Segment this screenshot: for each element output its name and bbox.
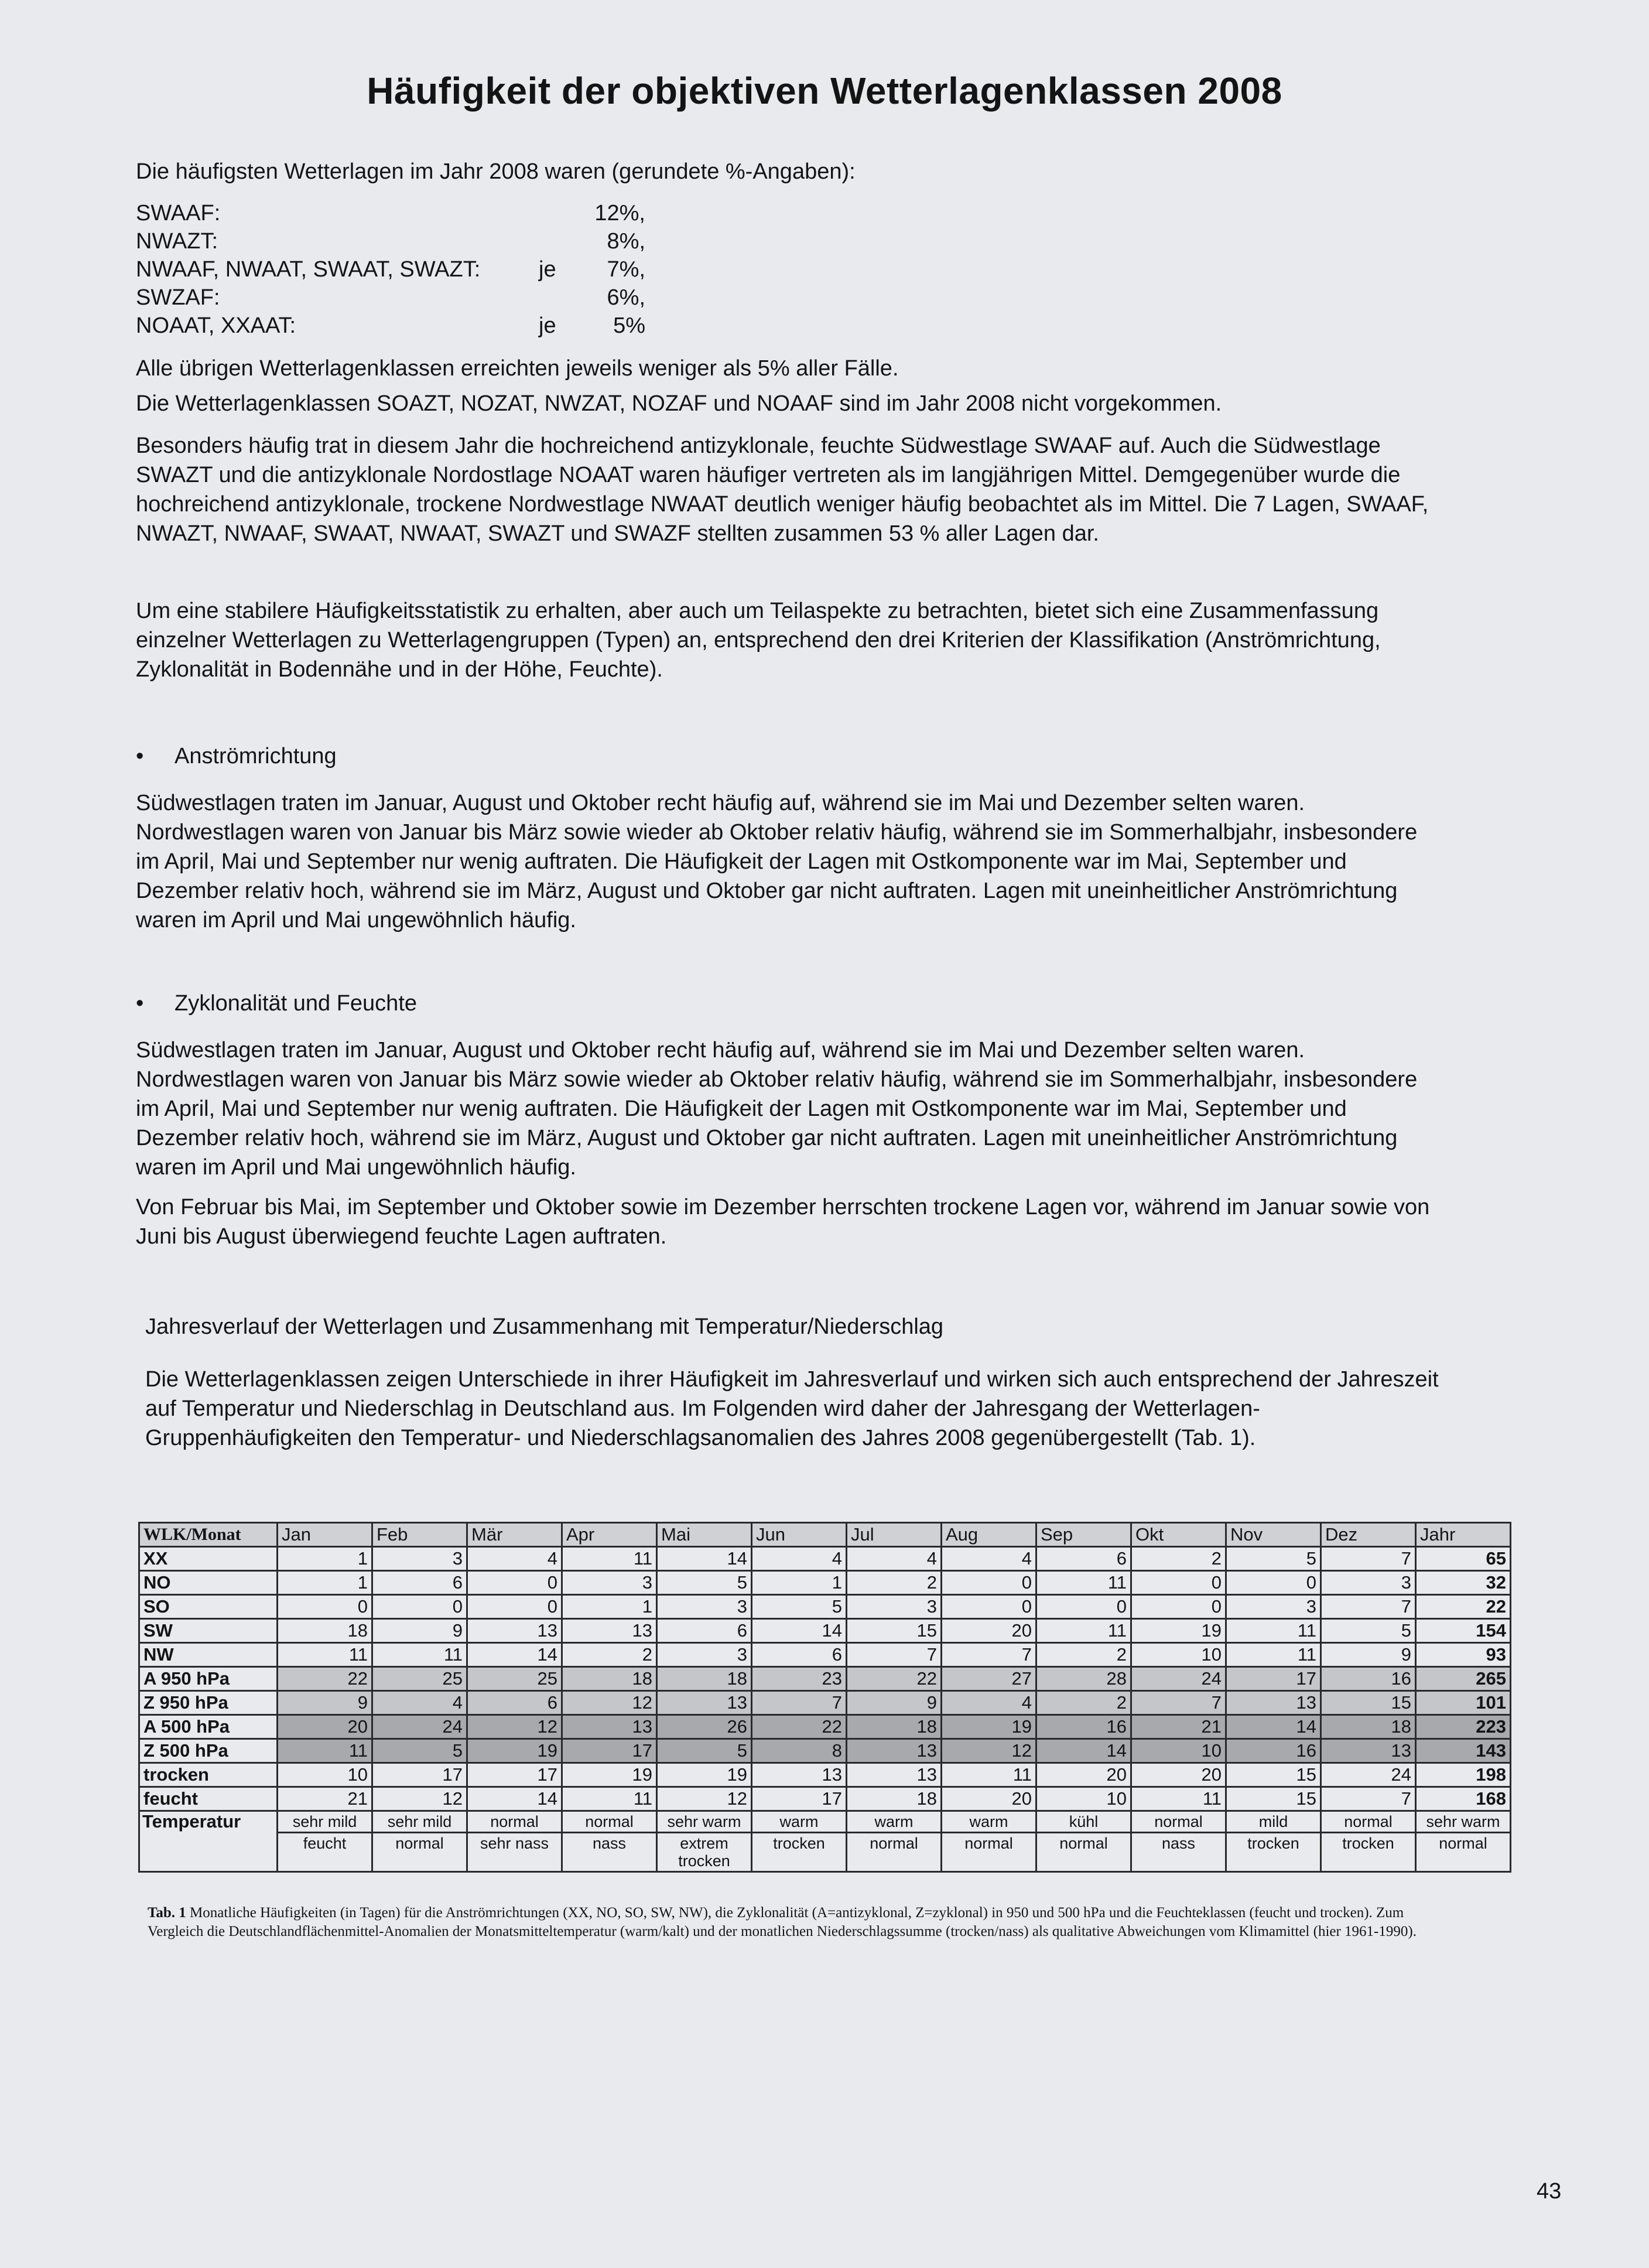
table-cell: 18 xyxy=(847,1715,942,1739)
column-header: Nov xyxy=(1226,1523,1321,1547)
table-cell: 10 xyxy=(1131,1739,1226,1763)
table-cell: 13 xyxy=(562,1715,657,1739)
table-cell: 15 xyxy=(1226,1763,1321,1787)
year-total-cell: 101 xyxy=(1416,1691,1511,1715)
table-cell: 16 xyxy=(1321,1667,1416,1691)
text-line: Die Wetterlagenklassen zeigen Unterschiede in ihrer Häufigkeit im Jahresverlauf und wirken sich auch entsprechend der Jahreszeit xyxy=(145,1367,1439,1392)
table-cell: 13 xyxy=(467,1619,562,1643)
text-line: Südwestlagen traten im Januar, August und Oktober recht häufig auf, während sie im Mai und Dezember selten waren. xyxy=(136,1038,1305,1063)
table-cell: 5 xyxy=(372,1739,467,1763)
table-cell: 3 xyxy=(657,1595,752,1619)
table-cell: 13 xyxy=(1321,1739,1416,1763)
table-cell: 24 xyxy=(1321,1763,1416,1787)
table-cell: 17 xyxy=(467,1763,562,1787)
column-header: Dez xyxy=(1321,1523,1416,1547)
table-row xyxy=(139,1643,1511,1667)
bullet-icon: • xyxy=(136,991,144,1016)
row-label: SW xyxy=(139,1619,278,1643)
temperature-cell: mild xyxy=(1226,1811,1321,1833)
caption-text: Monatliche Häufigkeiten (in Tagen) für die Anströmrichtungen (XX, NO, SO, SW, NW), die Zyklonalität (A=antizyklonal, Z=zyklonal) in 950 und 500 hPa und die Feuchteklassen (feucht und trocken). Zum xyxy=(186,1905,1404,1921)
text-line: NWAZT, NWAAF, SWAAT, NWAAT, SWAZT und SWAZF stellten zusammen 53 % aller Lagen dar. xyxy=(136,521,1099,546)
precipitation-cell: nass xyxy=(562,1833,657,1872)
table-cell: 14 xyxy=(1226,1715,1321,1739)
text-line: waren im April und Mai ungewöhnlich häufig. xyxy=(136,908,576,933)
table-row xyxy=(139,1715,1511,1739)
temperature-cell: normal xyxy=(1131,1811,1226,1833)
row-label: Z 950 hPa xyxy=(139,1691,278,1715)
table-cell: 7 xyxy=(1321,1595,1416,1619)
temperature-cell: normal xyxy=(467,1811,562,1833)
column-header: Apr xyxy=(562,1523,657,1547)
table-cell: 16 xyxy=(1036,1715,1131,1739)
temperature-cell: warm xyxy=(752,1811,847,1833)
table-cell: 11 xyxy=(1131,1787,1226,1811)
percent-value: 5% xyxy=(613,313,645,338)
temperature-cell: normal xyxy=(1321,1811,1416,1833)
frequency-list xyxy=(136,199,645,340)
table-cell: 0 xyxy=(1226,1571,1321,1595)
percent-value: 8%, xyxy=(607,229,645,254)
table-row xyxy=(139,1739,1511,1763)
paragraph-jahresverlauf xyxy=(145,1365,1553,1453)
frequency-row xyxy=(136,255,645,284)
weather-class: NOAAT, XXAAT: xyxy=(136,313,296,338)
temperature-cell: warm xyxy=(847,1811,942,1833)
table-cell: 5 xyxy=(1226,1547,1321,1571)
text-line: im April, Mai und September nur wenig auftraten. Die Häufigkeit der Lagen mit Ostkomponente war im Mai, September und xyxy=(136,1097,1347,1121)
caption-text: Vergleich die Deutschlandflächenmittel-Anomalien der Monatsmitteltemperatur (warm/kalt) und der monatlichen Niederschlagssumme (trocken/nass) als qualitative Abweichungen vom Klimamittel (hier 1961-1990). xyxy=(148,1924,1417,1939)
row-label: trocken xyxy=(139,1763,278,1787)
table-cell: 0 xyxy=(1131,1571,1226,1595)
table-cell: 5 xyxy=(752,1595,847,1619)
table-cell: 10 xyxy=(1036,1787,1131,1811)
table-row xyxy=(139,1571,1511,1595)
table-cell: 21 xyxy=(1131,1715,1226,1739)
table-cell: 11 xyxy=(1226,1643,1321,1667)
table-cell: 13 xyxy=(1226,1691,1321,1715)
precipitation-cell: trocken xyxy=(1321,1833,1416,1872)
table-cell: 20 xyxy=(1036,1763,1131,1787)
text-line: Südwestlagen traten im Januar, August und Oktober recht häufig auf, während sie im Mai und Dezember selten waren. xyxy=(136,791,1305,815)
table-cell: 25 xyxy=(372,1667,467,1691)
table-cell: 17 xyxy=(752,1787,847,1811)
text-line: Nordwestlagen waren von Januar bis März sowie wieder ab Oktober relativ häufig, während sie im Sommerhalbjahr, insbesondere xyxy=(136,820,1418,845)
precipitation-cell: trocken xyxy=(752,1833,847,1872)
precipitation-cell: extrem trocken xyxy=(657,1833,752,1872)
table-cell: 20 xyxy=(1131,1763,1226,1787)
table-cell: 0 xyxy=(942,1595,1036,1619)
bullet-zyklonalitaet xyxy=(136,989,417,1018)
page-number: 43 xyxy=(1537,2179,1562,2204)
table-cell: 18 xyxy=(847,1787,942,1811)
bullet-label: Anströmrichtung xyxy=(175,744,337,768)
table-cell: 0 xyxy=(1131,1595,1226,1619)
precipitation-cell: normal xyxy=(1416,1833,1511,1872)
text-line: Dezember relativ hoch, während sie im März, August und Oktober gar nicht auftraten. Lagen mit uneinheitlicher Anströmrichtung xyxy=(136,879,1398,903)
table-cell: 9 xyxy=(847,1691,942,1715)
table-cell: 12 xyxy=(372,1787,467,1811)
table-cell: 7 xyxy=(1321,1787,1416,1811)
table-cell: 0 xyxy=(372,1595,467,1619)
column-header: Jan xyxy=(278,1523,372,1547)
je-label: je xyxy=(539,257,556,282)
bullet-label: Zyklonalität und Feuchte xyxy=(175,991,418,1016)
table-cell: 14 xyxy=(467,1787,562,1811)
table-header-row xyxy=(139,1523,1511,1547)
year-total-cell: 65 xyxy=(1416,1547,1511,1571)
precipitation-cell: feucht xyxy=(278,1833,372,1872)
table-row xyxy=(139,1667,1511,1691)
table-cell: 7 xyxy=(752,1691,847,1715)
precipitation-cell: normal xyxy=(847,1833,942,1872)
temperature-cell: warm xyxy=(942,1811,1036,1833)
table-cell: 24 xyxy=(372,1715,467,1739)
table-cell: 2 xyxy=(1036,1643,1131,1667)
table-cell: 12 xyxy=(942,1739,1036,1763)
text-line: Besonders häufig trat in diesem Jahr die hochreichend antizyklonale, feuchte Südwestlage SWAAF auf. Auch die Südwestlage xyxy=(136,433,1381,458)
table-cell: 13 xyxy=(847,1739,942,1763)
table-cell: 3 xyxy=(562,1571,657,1595)
table-cell: 1 xyxy=(278,1571,372,1595)
table-cell: 20 xyxy=(942,1619,1036,1643)
table-cell: 12 xyxy=(562,1691,657,1715)
table-cell: 2 xyxy=(1131,1547,1226,1571)
precipitation-cell: normal xyxy=(1036,1833,1131,1872)
table-cell: 11 xyxy=(1226,1619,1321,1643)
table-cell: 0 xyxy=(942,1571,1036,1595)
percent-value: 7%, xyxy=(607,257,645,282)
table-cell: 0 xyxy=(1036,1595,1131,1619)
table-cell: 21 xyxy=(278,1787,372,1811)
frequency-row xyxy=(136,312,645,340)
table-cell: 4 xyxy=(942,1691,1036,1715)
precipitation-row xyxy=(139,1833,1511,1872)
column-header: Okt xyxy=(1131,1523,1226,1547)
table-cell: 11 xyxy=(372,1643,467,1667)
table-cell: 0 xyxy=(467,1571,562,1595)
text-line: SWAZT und die antizyklonale Nordostlage NOAAT waren häufiger vertreten als im langjährigen Mittel. Demgegenüber wurde die xyxy=(136,463,1401,487)
table-cell: 9 xyxy=(278,1691,372,1715)
table-cell: 18 xyxy=(278,1619,372,1643)
je-label: je xyxy=(539,313,556,338)
row-label: SO xyxy=(139,1595,278,1619)
table-cell: 7 xyxy=(942,1643,1036,1667)
table-cell: 0 xyxy=(467,1595,562,1619)
table-cell: 3 xyxy=(657,1643,752,1667)
table-cell: 5 xyxy=(657,1739,752,1763)
table-cell: 18 xyxy=(562,1667,657,1691)
year-total-cell: 265 xyxy=(1416,1667,1511,1691)
table-cell: 25 xyxy=(467,1667,562,1691)
table-cell: 5 xyxy=(657,1571,752,1595)
table-cell: 14 xyxy=(1036,1739,1131,1763)
intro-text: Die häufigsten Wetterlagen im Jahr 2008 waren (gerundete %-Angaben): xyxy=(136,159,856,184)
table-cell: 7 xyxy=(1131,1691,1226,1715)
frequency-row xyxy=(136,227,645,255)
page-title: Häufigkeit der objektiven Wetterlagenklassen 2008 xyxy=(367,70,1282,112)
table-cell: 16 xyxy=(1226,1739,1321,1763)
table-cell: 2 xyxy=(562,1643,657,1667)
year-total-cell: 93 xyxy=(1416,1643,1511,1667)
table-cell: 13 xyxy=(752,1763,847,1787)
table-cell: 19 xyxy=(562,1763,657,1787)
text-line: Dezember relativ hoch, während sie im März, August und Oktober gar nicht auftraten. Lagen mit uneinheitlicher Anströmrichtung xyxy=(136,1126,1398,1150)
table-cell: 19 xyxy=(1131,1619,1226,1643)
weather-class: SWZAF: xyxy=(136,285,220,310)
text-line: Nordwestlagen waren von Januar bis März sowie wieder ab Oktober relativ häufig, während sie im Sommerhalbjahr, insbesondere xyxy=(136,1067,1418,1092)
column-header: Sep xyxy=(1036,1523,1131,1547)
table-cell: 15 xyxy=(847,1619,942,1643)
table-cell: 20 xyxy=(942,1787,1036,1811)
column-header: Mär xyxy=(467,1523,562,1547)
table-cell: 14 xyxy=(657,1547,752,1571)
table-cell: 22 xyxy=(278,1667,372,1691)
temperature-label: Temperatur xyxy=(139,1811,278,1872)
column-header: Aug xyxy=(942,1523,1036,1547)
table-cell: 17 xyxy=(1226,1667,1321,1691)
year-total-cell: 168 xyxy=(1416,1787,1511,1811)
table-cell: 23 xyxy=(752,1667,847,1691)
paragraph-remaining: Alle übrigen Wetterlagenklassen erreichten jeweils weniger als 5% aller Fälle. xyxy=(136,356,899,381)
paragraph-not-occurred: Die Wetterlagenklassen SOAZT, NOZAT, NWZAT, NOZAF und NOAAF sind im Jahr 2008 nicht vorgekommen. xyxy=(136,391,1222,416)
table-cell: 26 xyxy=(657,1715,752,1739)
year-total-cell: 223 xyxy=(1416,1715,1511,1739)
caption-label: Tab. 1 xyxy=(148,1905,186,1921)
table-cell: 15 xyxy=(1321,1691,1416,1715)
column-header: Feb xyxy=(372,1523,467,1547)
table-cell: 14 xyxy=(752,1619,847,1643)
table-cell: 15 xyxy=(1226,1787,1321,1811)
table-cell: 3 xyxy=(1321,1571,1416,1595)
table-cell: 3 xyxy=(1226,1595,1321,1619)
year-total-cell: 154 xyxy=(1416,1619,1511,1643)
weather-class: NWAZT: xyxy=(136,229,218,254)
table-cell: 2 xyxy=(1036,1691,1131,1715)
bullet-icon: • xyxy=(136,744,144,768)
column-header: Mai xyxy=(657,1523,752,1547)
table-cell: 9 xyxy=(1321,1643,1416,1667)
text-line: hochreichend antizyklonale, trockene Nordwestlage NWAAT deutlich weniger häufig beobachtet als im Mittel. Die 7 Lagen, SWAAF, xyxy=(136,492,1429,517)
text-line: Juni bis August überwiegend feuchte Lagen auftraten. xyxy=(136,1224,667,1249)
table-cell: 11 xyxy=(1036,1571,1131,1595)
text-line: auf Temperatur und Niederschlag in Deutschland aus. Im Folgenden wird daher der Jahresgang der Wetterlagen- xyxy=(145,1396,1260,1421)
table-cell: 6 xyxy=(657,1619,752,1643)
table-cell: 19 xyxy=(942,1715,1036,1739)
table-row xyxy=(139,1787,1511,1811)
table-cell: 2 xyxy=(847,1571,942,1595)
table-cell: 17 xyxy=(562,1739,657,1763)
table-cell: 11 xyxy=(1036,1619,1131,1643)
table-cell: 11 xyxy=(562,1787,657,1811)
corner-header: WLK/Monat xyxy=(139,1523,278,1547)
table-row xyxy=(139,1763,1511,1787)
table-cell: 19 xyxy=(467,1739,562,1763)
table-cell: 0 xyxy=(278,1595,372,1619)
temperature-cell: normal xyxy=(562,1811,657,1833)
table-cell: 8 xyxy=(752,1739,847,1763)
weather-class: SWAAF: xyxy=(136,201,221,226)
temperature-row xyxy=(139,1811,1511,1833)
paragraph-zyklonalitaet xyxy=(136,1036,1553,1182)
text-line: waren im April und Mai ungewöhnlich häufig. xyxy=(136,1155,576,1180)
temperature-cell: sehr warm xyxy=(657,1811,752,1833)
text-line: Gruppenhäufigkeiten den Temperatur- und Niederschlagsanomalien des Jahres 2008 gegenübergestellt (Tab. 1). xyxy=(145,1426,1256,1450)
table-caption xyxy=(148,1904,1553,1941)
table-cell: 6 xyxy=(752,1643,847,1667)
year-total-cell: 198 xyxy=(1416,1763,1511,1787)
column-header: Jahr xyxy=(1416,1523,1511,1547)
temperature-cell: sehr mild xyxy=(372,1811,467,1833)
table-row xyxy=(139,1547,1511,1571)
table-row xyxy=(139,1619,1511,1643)
table-cell: 9 xyxy=(372,1619,467,1643)
table-cell: 12 xyxy=(657,1787,752,1811)
table-cell: 5 xyxy=(1321,1619,1416,1643)
precipitation-cell: trocken xyxy=(1226,1833,1321,1872)
percent-value: 12%, xyxy=(594,201,645,226)
frequency-row xyxy=(136,284,645,312)
table-cell: 6 xyxy=(467,1691,562,1715)
column-header: Jul xyxy=(847,1523,942,1547)
table-cell: 6 xyxy=(372,1571,467,1595)
table-cell: 17 xyxy=(372,1763,467,1787)
column-header: Jun xyxy=(752,1523,847,1547)
table-cell: 19 xyxy=(657,1763,752,1787)
table-wrapper xyxy=(138,1522,1511,1873)
text-line: einzelner Wetterlagen zu Wetterlagengruppen (Typen) an, entsprechend den drei Kriterien der Klassifikation (Anströmrichtung, xyxy=(136,628,1381,653)
table-cell: 11 xyxy=(278,1643,372,1667)
table-cell: 12 xyxy=(467,1715,562,1739)
table-cell: 11 xyxy=(562,1547,657,1571)
table-cell: 7 xyxy=(847,1643,942,1667)
weather-class-table xyxy=(138,1522,1511,1873)
table-cell: 22 xyxy=(752,1715,847,1739)
temperature-cell: kühl xyxy=(1036,1811,1131,1833)
precipitation-cell: normal xyxy=(372,1833,467,1872)
paragraph-grouping xyxy=(136,596,1553,684)
row-label: XX xyxy=(139,1547,278,1571)
paragraph-anstroemrichtung xyxy=(136,788,1553,935)
row-label: NW xyxy=(139,1643,278,1667)
percent-value: 6%, xyxy=(607,285,645,310)
table-cell: 3 xyxy=(372,1547,467,1571)
table-cell: 11 xyxy=(278,1739,372,1763)
table-cell: 28 xyxy=(1036,1667,1131,1691)
text-line: Von Februar bis Mai, im September und Oktober sowie im Dezember herrschten trockene Lagen vor, während im Januar sowie von xyxy=(136,1195,1430,1220)
table-cell: 1 xyxy=(562,1595,657,1619)
text-line: Zyklonalität in Bodennähe und in der Höhe, Feuchte). xyxy=(136,657,663,682)
table-cell: 3 xyxy=(847,1595,942,1619)
table-cell: 20 xyxy=(278,1715,372,1739)
row-label: feucht xyxy=(139,1787,278,1811)
precipitation-cell: normal xyxy=(942,1833,1036,1872)
temperature-cell: sehr warm xyxy=(1416,1811,1511,1833)
year-total-cell: 32 xyxy=(1416,1571,1511,1595)
weather-class: NWAAF, NWAAT, SWAAT, SWAZT: xyxy=(136,257,481,282)
table-cell: 10 xyxy=(1131,1643,1226,1667)
precipitation-cell: sehr nass xyxy=(467,1833,562,1872)
row-label: Z 500 hPa xyxy=(139,1739,278,1763)
text-line: im April, Mai und September nur wenig auftraten. Die Häufigkeit der Lagen mit Ostkomponente war im Mai, September und xyxy=(136,849,1347,874)
table-cell: 13 xyxy=(657,1691,752,1715)
table-cell: 11 xyxy=(942,1763,1036,1787)
table-cell: 10 xyxy=(278,1763,372,1787)
table-cell: 1 xyxy=(752,1571,847,1595)
table-cell: 4 xyxy=(467,1547,562,1571)
table-cell: 14 xyxy=(467,1643,562,1667)
text-line: Um eine stabilere Häufigkeitsstatistik zu erhalten, aber auch um Teilaspekte zu betrachten, bietet sich eine Zusammenfassung xyxy=(136,599,1379,623)
table-cell: 18 xyxy=(1321,1715,1416,1739)
table-row xyxy=(139,1595,1511,1619)
row-label: NO xyxy=(139,1571,278,1595)
table-cell: 24 xyxy=(1131,1667,1226,1691)
bullet-anstroemrichtung xyxy=(136,742,337,771)
year-total-cell: 22 xyxy=(1416,1595,1511,1619)
table-cell: 4 xyxy=(942,1547,1036,1571)
paragraph-feuchte xyxy=(136,1193,1553,1251)
precipitation-cell: nass xyxy=(1131,1833,1226,1872)
table-cell: 7 xyxy=(1321,1547,1416,1571)
row-label: A 950 hPa xyxy=(139,1667,278,1691)
table-cell: 6 xyxy=(1036,1547,1131,1571)
table-cell: 4 xyxy=(847,1547,942,1571)
table-cell: 1 xyxy=(278,1547,372,1571)
table-cell: 22 xyxy=(847,1667,942,1691)
frequency-row xyxy=(136,199,645,227)
table-cell: 13 xyxy=(562,1619,657,1643)
temperature-cell: sehr mild xyxy=(278,1811,372,1833)
table-cell: 13 xyxy=(847,1763,942,1787)
row-label: A 500 hPa xyxy=(139,1715,278,1739)
table-cell: 4 xyxy=(752,1547,847,1571)
table-row xyxy=(139,1691,1511,1715)
table-cell: 27 xyxy=(942,1667,1036,1691)
table-cell: 18 xyxy=(657,1667,752,1691)
paragraph-frequent xyxy=(136,431,1553,548)
section-heading: Jahresverlauf der Wetterlagen und Zusammenhang mit Temperatur/Niederschlag xyxy=(145,1314,944,1339)
year-total-cell: 143 xyxy=(1416,1739,1511,1763)
table-cell: 4 xyxy=(372,1691,467,1715)
